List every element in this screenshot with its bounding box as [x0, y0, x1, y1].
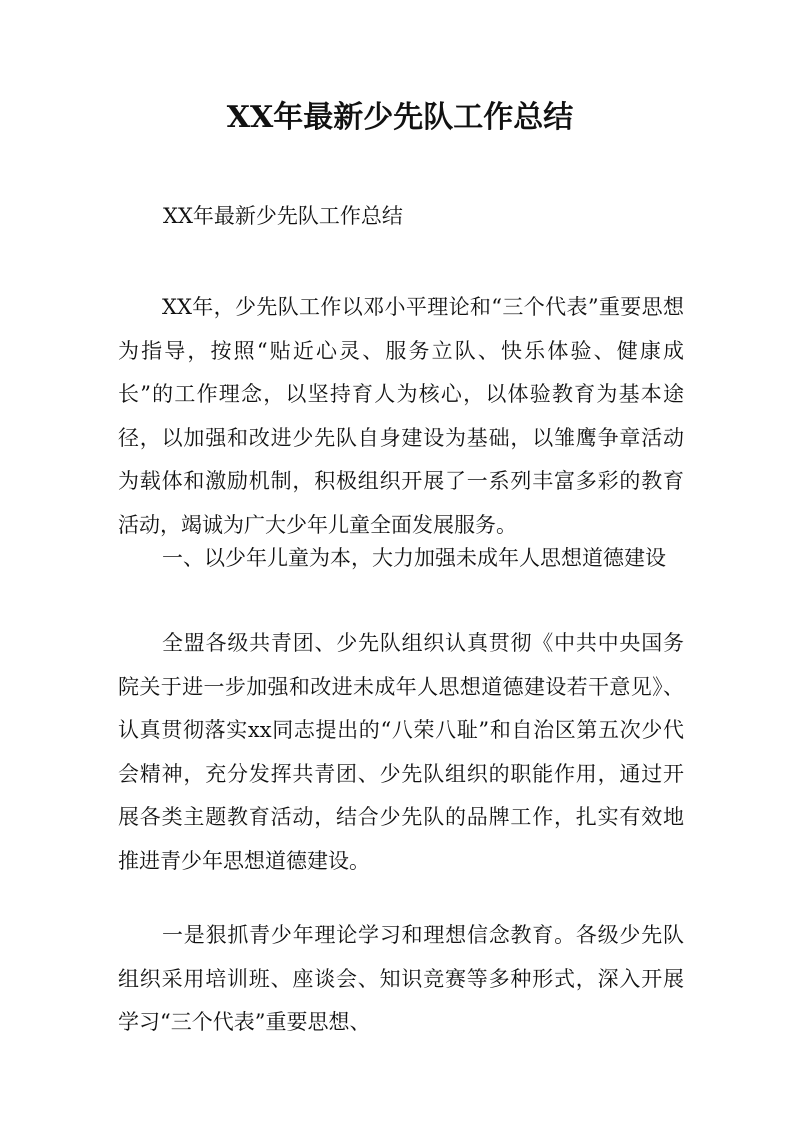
- document-title: XX年最新少先队工作总结: [226, 100, 574, 135]
- document-subtitle: XX年最新少先队工作总结: [163, 204, 403, 228]
- paragraph-section-1: 全盟各级共青团、少先队组织认真贯彻《中共中央国务院关于进一步加强和改进未成年人思想道德建设若干意见》、认真贯彻落实xx同志提出的“八荣八耻”和自治区第五次少代会精神，充分发挥共青团、少先队组织的职能作用，通过开展各类主题教育活动，结合少先队的品牌工作，扎实有效地推进青少年思想道德建设。: [118, 631, 684, 873]
- section-heading-1: 一、以少年儿童为本，大力加强未成年人思想道德建设: [162, 546, 666, 570]
- paragraph-item-1: 一是狠抓青少年理论学习和理想信念教育。各级少先队组织采用培训班、座谈会、知识竞赛等多种形式，深入开展学习“三个代表”重要思想、: [118, 923, 684, 1035]
- paragraph-intro: XX年，少先队工作以邓小平理论和“三个代表”重要思想为指导，按照“贴近心灵、服务立队、快乐体验、健康成长”的工作理念，以坚持育人为核心，以体验教育为基本途径，以加强和改进少先队自身建设为基础，以雏鹰争章活动为载体和激励机制，积极组织开展了一系列丰富多彩的教育活动，竭诚为广大少年儿童全面发展服务。: [118, 295, 684, 537]
